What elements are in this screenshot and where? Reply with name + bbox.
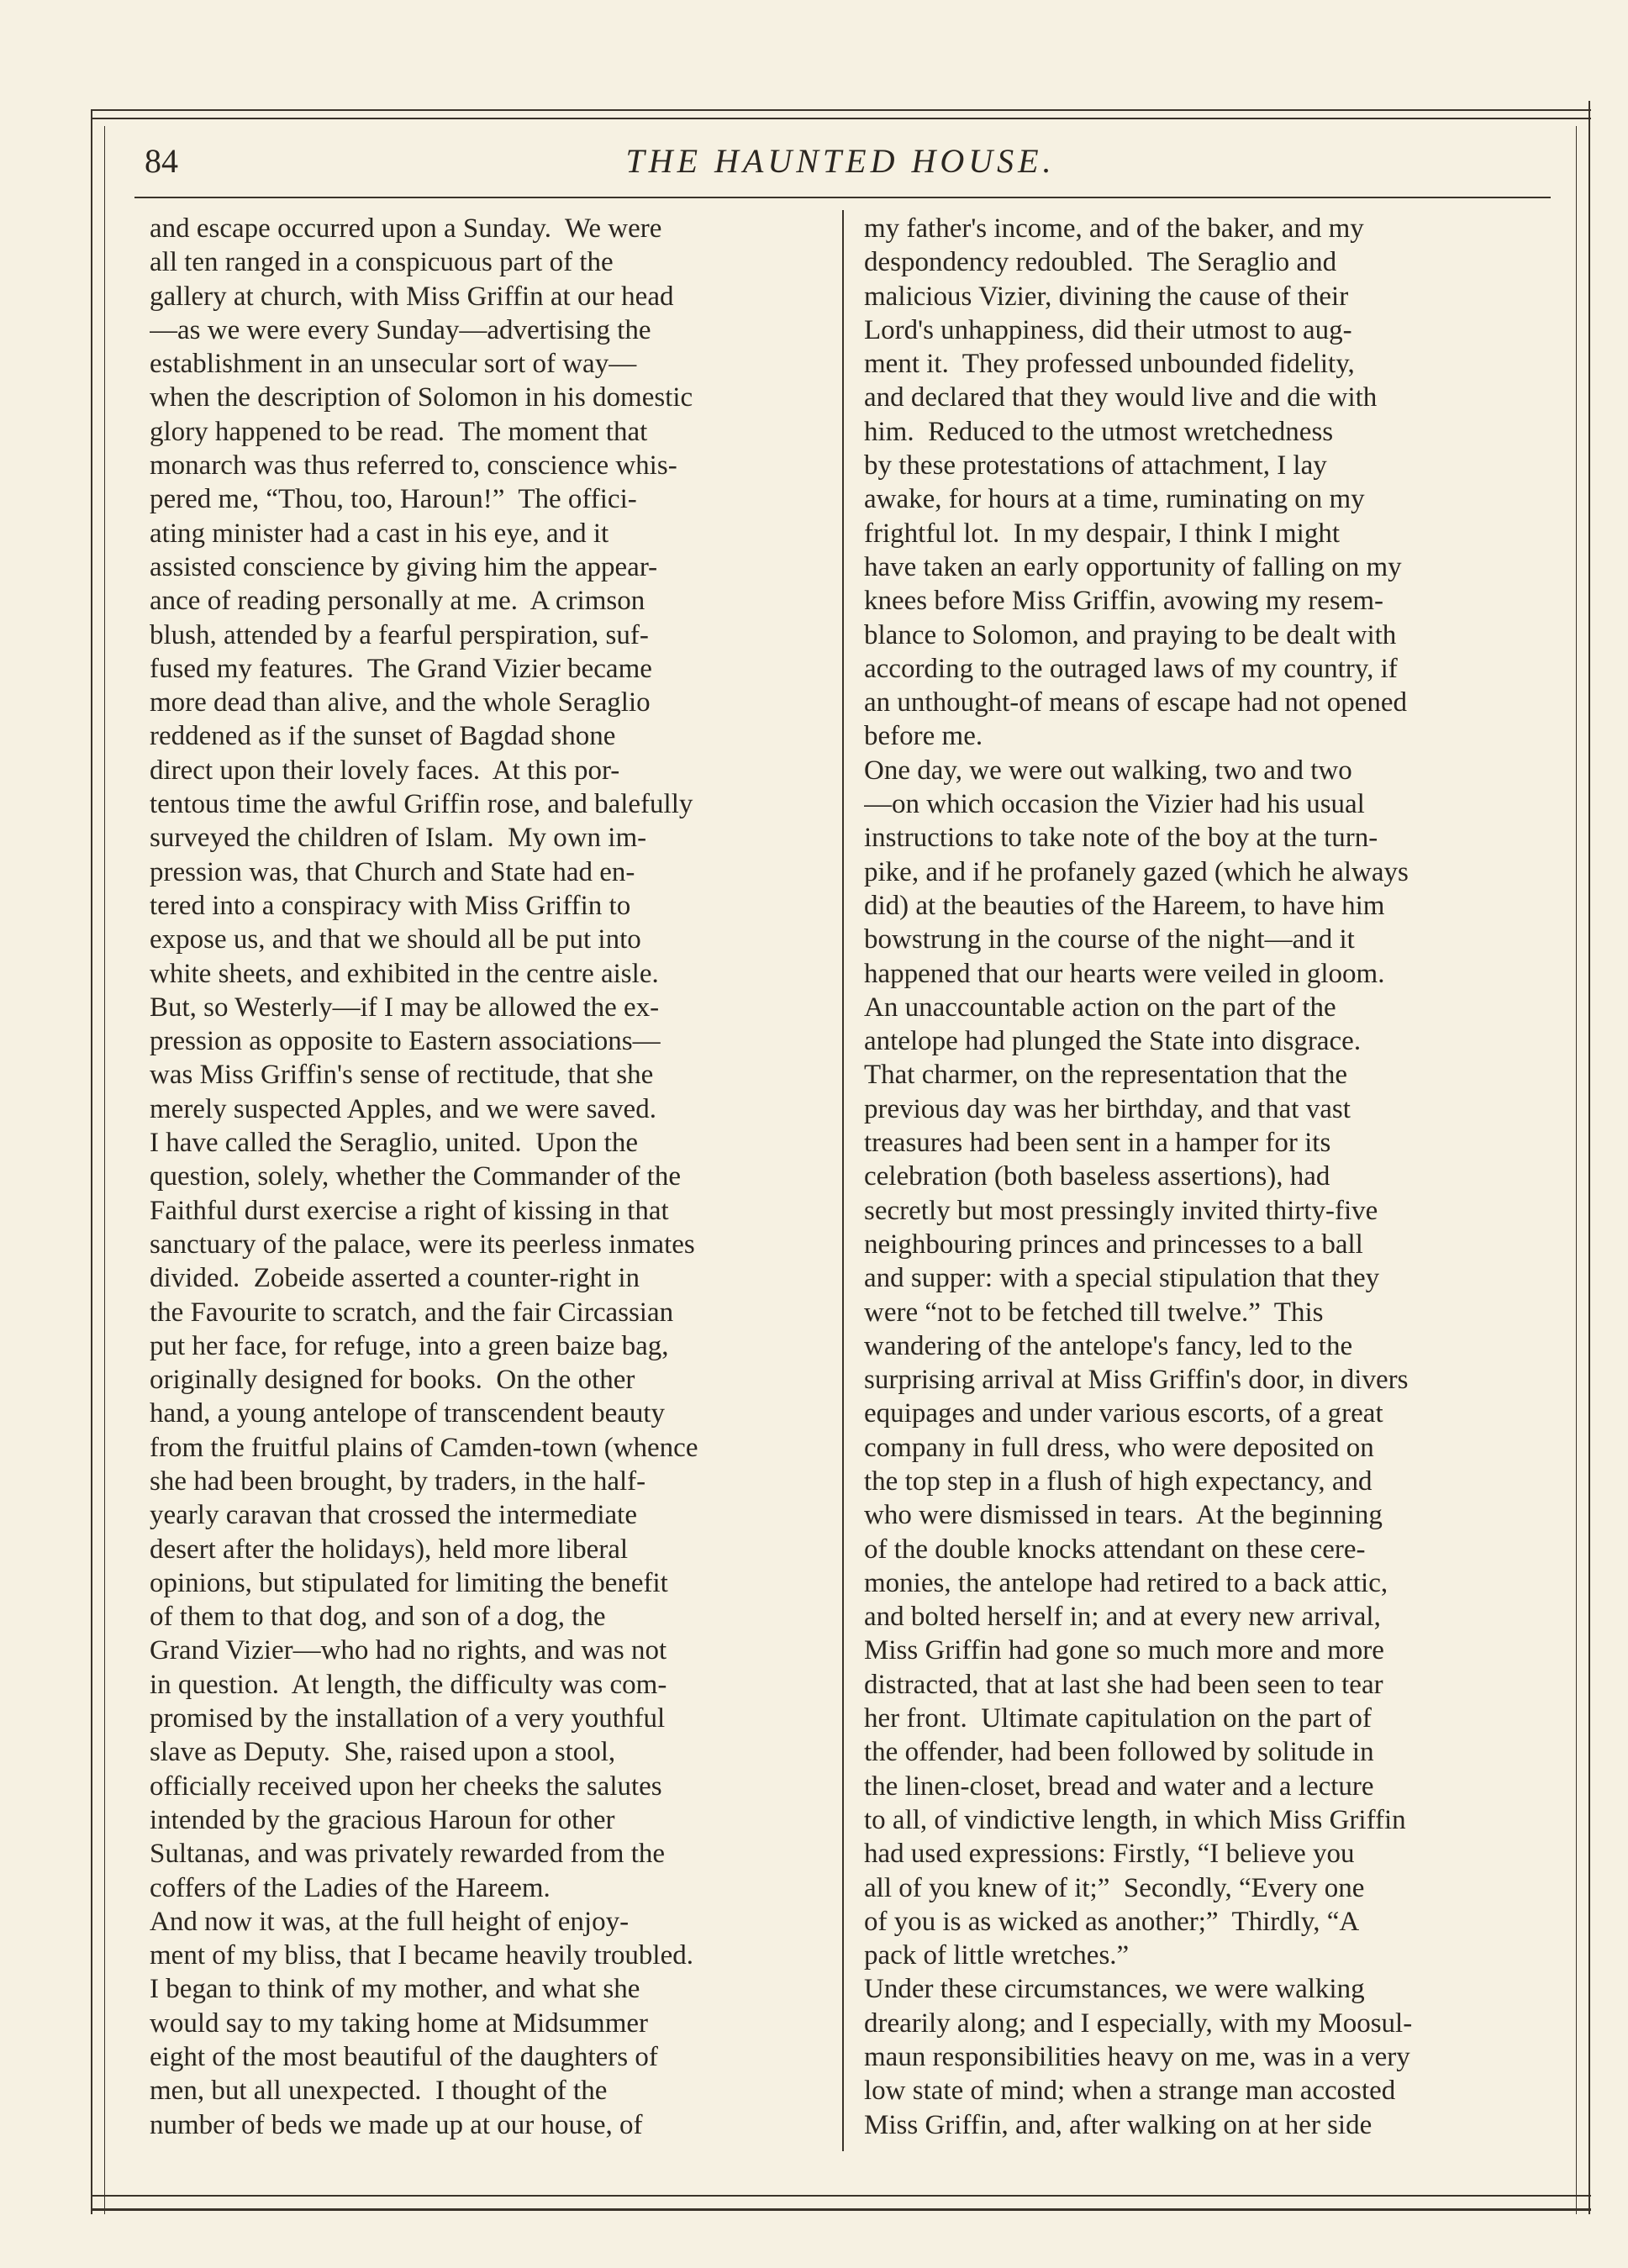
text-line: according to the outraged laws of my country, if [864, 653, 1398, 684]
text-line: from the fruitful plains of Camden-town (whence [150, 1432, 698, 1463]
text-line: Lord's unhappiness, did their utmost to aug- [864, 314, 1352, 345]
text-line: bowstrung in the course of the night—and it [864, 924, 1355, 955]
text-line: An unaccountable action on the part of the [864, 992, 1336, 1023]
text-line: monies, the antelope had retired to a back attic, [864, 1567, 1388, 1598]
right-border-rule [1588, 101, 1590, 2214]
text-line: previous day was her birthday, and that vast [864, 1093, 1351, 1124]
text-line: question, solely, whether the Commander of the [150, 1161, 682, 1192]
text-line: the top step in a flush of high expectancy, and [864, 1466, 1372, 1497]
header-rule [134, 197, 1551, 198]
text-line: gallery at church, with Miss Griffin at our head [150, 281, 674, 312]
text-line: all ten ranged in a conspicuous part of the [150, 247, 614, 278]
text-line: blush, attended by a fearful perspiration, suf- [150, 619, 649, 650]
text-line: divided. Zobeide asserted a counter-right in [150, 1263, 640, 1294]
text-line: drearily along; and I especially, with my Moosul- [864, 2008, 1413, 2039]
column-divider [842, 210, 844, 2151]
text-line: and escape occurred upon a Sunday. We were [150, 213, 662, 244]
text-line: sanctuary of the palace, were its peerless inmates [150, 1229, 695, 1260]
text-line: number of beds we made up at our house, of [150, 2109, 643, 2140]
text-line: awake, for hours at a time, ruminating on my [864, 484, 1365, 515]
text-line: coffers of the Ladies of the Hareem. [150, 1872, 551, 1903]
text-line: ating minister had a cast in his eye, and it [150, 518, 609, 549]
text-line: treasures had been sent in a hamper for its [864, 1128, 1331, 1159]
text-line: I began to think of my mother, and what she [150, 1974, 640, 2005]
text-line: direct upon their lovely faces. At this por- [150, 755, 620, 786]
text-line: blance to Solomon, and praying to be dealt with [864, 619, 1397, 650]
text-line: That charmer, on the representation that the [864, 1060, 1348, 1091]
text-line: distracted, that at last she had been seen to tear [864, 1669, 1383, 1700]
text-line: Faithful durst exercise a right of kissing in that [150, 1195, 669, 1226]
text-line: to all, of vindictive length, in which Miss Griffin [864, 1804, 1406, 1835]
text-line: my father's income, and of the baker, and my [864, 213, 1364, 244]
text-line: did) at the beauties of the Hareem, to have him [864, 890, 1385, 921]
top-border-rule [91, 109, 1591, 111]
text-line: the linen-closet, bread and water and a lecture [864, 1771, 1374, 1802]
text-line: when the description of Solomon in his domestic [150, 382, 693, 413]
text-line: One day, we were out walking, two and two [864, 755, 1352, 786]
text-line: slave as Deputy. She, raised upon a stool, [150, 1737, 616, 1768]
text-line: of them to that dog, and son of a dog, the [150, 1602, 606, 1633]
text-line: secretly but most pressingly invited thirty-five [864, 1195, 1378, 1226]
text-line: reddened as if the sunset of Bagdad shone [150, 721, 616, 752]
left-border-rule [91, 109, 92, 2214]
text-line: instructions to take note of the boy at the turn- [864, 823, 1378, 854]
text-line: establishment in an unsecular sort of way— [150, 349, 637, 380]
text-line: low state of mind; when a strange man accosted [864, 2076, 1396, 2107]
text-line: pike, and if he profanely gazed (which he always [864, 856, 1409, 887]
text-line: intended by the gracious Haroun for other [150, 1804, 615, 1835]
text-line: —on which occasion the Vizier had his usual [864, 789, 1365, 820]
text-line: Sultanas, and was privately rewarded from the [150, 1839, 666, 1870]
text-line: the Favourite to scratch, and the fair Circassian [150, 1297, 674, 1328]
bottom-border-rule-outer [91, 2208, 1591, 2211]
text-line: pack of little wretches.” [864, 1940, 1130, 1971]
text-line: by these protestations of attachment, I lay [864, 450, 1327, 481]
top-border-rule-inner [91, 118, 1591, 119]
text-line: equipages and under various escorts, of a great [864, 1398, 1383, 1429]
text-line: surveyed the children of Islam. My own im- [150, 823, 647, 854]
text-line: malicious Vizier, divining the cause of their [864, 281, 1349, 312]
text-column-right [864, 212, 1543, 2142]
text-line: men, but all unexpected. I thought of the [150, 2076, 608, 2107]
text-line: originally designed for books. On the other [150, 1365, 635, 1396]
text-line: Under these circumstances, we were walking [864, 1974, 1365, 2005]
text-line: And now it was, at the full height of enjoy- [150, 1906, 630, 1937]
text-line: who were dismissed in tears. At the beginning [864, 1500, 1383, 1531]
text-line: him. Reduced to the utmost wretchedness [864, 416, 1334, 447]
text-line: frightful lot. In my despair, I think I might [864, 518, 1341, 549]
text-line: of the double knocks attendant on these cere- [864, 1534, 1366, 1565]
text-line: merely suspected Apples, and we were saved. [150, 1093, 656, 1124]
text-line: put her face, for refuge, into a green baize bag, [150, 1330, 669, 1361]
text-line: opinions, but stipulated for limiting the benefit [150, 1567, 668, 1598]
text-line: I have called the Seraglio, united. Upon the [150, 1128, 638, 1159]
text-line: and declared that they would live and die with [864, 382, 1378, 413]
text-line: was Miss Griffin's sense of rectitude, that she [150, 1060, 654, 1091]
text-line: ment of my bliss, that I became heavily troubled. [150, 1940, 693, 1971]
text-line: would say to my taking home at Midsummer [150, 2008, 649, 2039]
bottom-border-rule [91, 2195, 1591, 2197]
text-line: officially received upon her cheeks the salutes [150, 1771, 662, 1802]
text-line: yearly caravan that crossed the intermediate [150, 1500, 637, 1531]
text-line: desert after the holidays), held more liberal [150, 1534, 629, 1565]
text-line: promised by the installation of a very youthful [150, 1703, 666, 1734]
text-line: of you is as wicked as another;” Thirdly, “A [864, 1906, 1360, 1937]
text-line: ance of reading personally at me. A crimson [150, 586, 645, 617]
text-line: —as we were every Sunday—advertising the [150, 314, 651, 345]
text-line: wandering of the antelope's fancy, led to the [864, 1330, 1353, 1361]
text-line: But, so Westerly—if I may be allowed the ex- [150, 992, 660, 1023]
text-line: all of you knew of it;” Secondly, “Every one [864, 1872, 1365, 1903]
text-line: glory happened to be read. The moment that [150, 416, 648, 447]
text-line: had used expressions: Firstly, “I believe you [864, 1839, 1355, 1870]
text-line: Grand Vizier—who had no rights, and was not [150, 1635, 667, 1666]
text-line: ment it. They professed unbounded fidelity, [864, 349, 1355, 380]
text-line: maun responsibilities heavy on me, was in a very [864, 2042, 1410, 2073]
left-border-rule-inner [104, 126, 105, 2214]
right-border-rule-inner [1576, 126, 1577, 2214]
text-line: were “not to be fetched till twelve.” This [864, 1297, 1324, 1328]
text-line: more dead than alive, and the whole Seraglio [150, 687, 651, 718]
text-line: tered into a conspiracy with Miss Griffin to [150, 890, 631, 921]
text-line: Miss Griffin, and, after walking on at her side [864, 2109, 1372, 2140]
text-line: neighbouring princes and princesses to a ball [864, 1229, 1363, 1260]
text-line: she had been brought, by traders, in the half- [150, 1466, 646, 1497]
text-line: and supper: with a special stipulation that they [864, 1263, 1380, 1294]
text-line: antelope had plunged the State into disgrace. [864, 1026, 1362, 1057]
running-title: THE HAUNTED HOUSE. [625, 142, 1056, 180]
text-line: knees before Miss Griffin, avowing my resem- [864, 586, 1383, 617]
text-line: celebration (both baseless assertions), had [864, 1161, 1330, 1192]
text-line: expose us, and that we should all be put into [150, 924, 641, 955]
text-line: pression was, that Church and State had en- [150, 856, 635, 887]
text-line: in question. At length, the difficulty was com- [150, 1669, 667, 1700]
text-line: her front. Ultimate capitulation on the part of [864, 1703, 1372, 1734]
text-line: Miss Griffin had gone so much more and more [864, 1635, 1384, 1666]
text-line: happened that our hearts were veiled in gloom. [864, 958, 1385, 989]
text-line: monarch was thus referred to, conscience whis- [150, 450, 677, 481]
text-line: before me. [864, 721, 983, 752]
text-line: the offender, had been followed by solitude in [864, 1737, 1374, 1768]
text-line: company in full dress, who were deposited on [864, 1432, 1374, 1463]
text-column-left [150, 212, 822, 2142]
text-line: an unthought-of means of escape had not opened [864, 687, 1408, 718]
page-number: 84 [145, 142, 178, 180]
text-line: have taken an early opportunity of falling on my [864, 551, 1402, 582]
text-line: eight of the most beautiful of the daughters of [150, 2042, 658, 2073]
text-line: assisted conscience by giving him the appear- [150, 551, 658, 582]
text-line: fused my features. The Grand Vizier became [150, 653, 652, 684]
text-line: pression as opposite to Eastern associations— [150, 1026, 661, 1057]
text-line: hand, a young antelope of transcendent beauty [150, 1398, 666, 1429]
text-line: despondency redoubled. The Seraglio and [864, 247, 1337, 278]
text-line: surprising arrival at Miss Griffin's door, in divers [864, 1365, 1409, 1396]
text-line: white sheets, and exhibited in the centre aisle. [150, 958, 659, 989]
text-line: pered me, “Thou, too, Haroun!” The offici- [150, 484, 637, 515]
text-line: and bolted herself in; and at every new arrival, [864, 1602, 1381, 1633]
text-line: tentous time the awful Griffin rose, and balefully [150, 789, 693, 820]
